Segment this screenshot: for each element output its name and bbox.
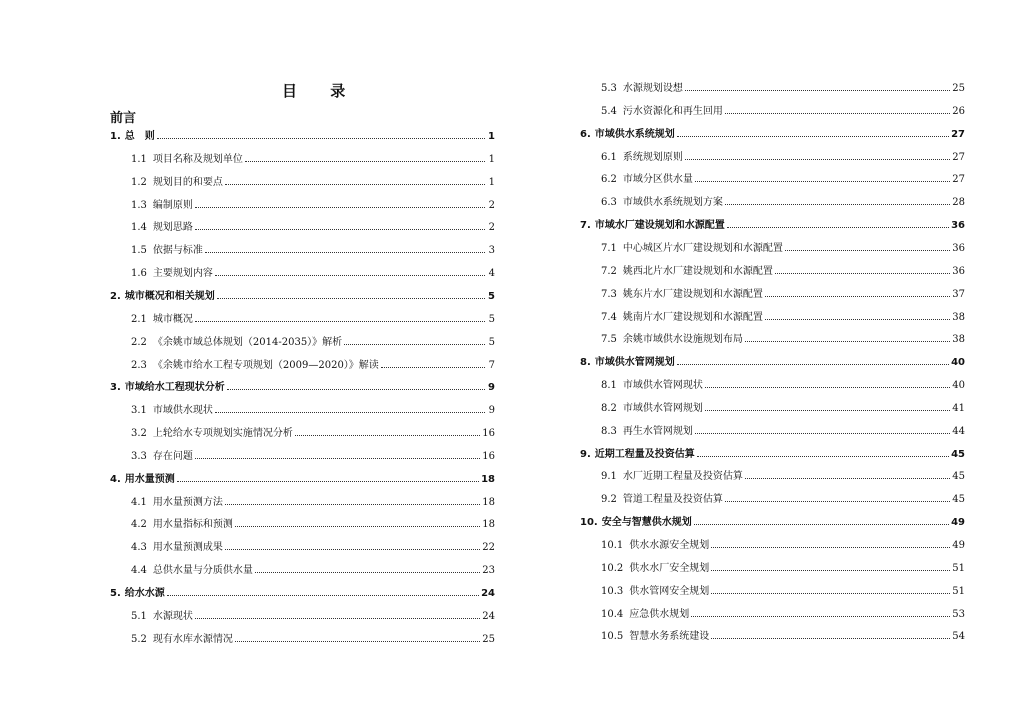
toc-entry-label: 城市概况和相关规划 (124, 290, 215, 302)
toc-page-number: 5 (488, 336, 495, 348)
toc-page-number: 9 (488, 382, 495, 394)
toc-section-entry[interactable] (601, 379, 965, 392)
toc-entry-label: 智慧水务系统建设 (629, 631, 710, 643)
toc-page-number: 2 (488, 199, 495, 211)
toc-section-entry[interactable] (601, 265, 965, 278)
toc-dot-leader (195, 618, 480, 619)
toc-page-number: 54 (952, 631, 965, 643)
toc-entry-number: 5.4 (601, 105, 617, 117)
toc-entry-number: 3.1 (131, 405, 147, 417)
toc-dot-leader (195, 207, 485, 208)
toc-entry-number: 10.4 (601, 608, 624, 620)
toc-entry-label: 中心城区片水厂建设规划和水源配置 (622, 242, 783, 254)
toc-page-number: 51 (952, 562, 965, 574)
toc-section-entry[interactable] (601, 151, 965, 164)
toc-dot-leader (381, 367, 485, 368)
toc-page-number: 36 (952, 242, 965, 254)
toc-entry-number: 7.4 (601, 311, 617, 323)
toc-page-number: 5 (488, 313, 495, 325)
toc-page-number: 23 (482, 565, 495, 577)
toc-page-number: 45 (952, 494, 965, 506)
toc-entry-number: 3. (110, 382, 121, 394)
toc-entry-label: 用水量指标和预测 (152, 519, 233, 531)
toc-page-number: 40 (951, 357, 965, 369)
toc-dot-leader (225, 549, 480, 550)
toc-entry-label: 市域供水管网规划 (594, 357, 675, 369)
toc-entry-label: 主要规划内容 (152, 268, 213, 280)
toc-entry-label: 用水量预测 (124, 473, 175, 485)
toc-section-entry[interactable] (131, 267, 495, 280)
toc-section-entry[interactable] (131, 153, 495, 166)
toc-section-entry[interactable] (601, 288, 965, 301)
toc-page-number: 18 (482, 519, 495, 531)
toc-entry-label: 项目名称及规划单位 (152, 153, 243, 165)
toc-title: 目 录 (282, 82, 360, 100)
toc-entry-number: 3.3 (131, 450, 147, 462)
toc-section-entry[interactable] (131, 427, 495, 440)
toc-entry-label: 管道工程量及投资估算 (622, 494, 723, 506)
toc-page-number: 45 (951, 448, 965, 460)
toc-chapter-entry[interactable] (580, 128, 965, 141)
toc-entry-label: 系统规划原则 (622, 151, 683, 163)
toc-entry-number: 7.3 (601, 288, 617, 300)
toc-page-number: 45 (952, 471, 965, 483)
toc-entry-number: 1. (110, 131, 121, 142)
toc-page-number: 25 (952, 83, 965, 94)
toc-dot-leader (711, 547, 950, 548)
toc-entry-label: 规划思路 (152, 222, 193, 234)
toc-section-entry[interactable] (601, 82, 965, 95)
toc-page-number: 4 (488, 268, 495, 280)
toc-entry-number: 5.2 (131, 633, 147, 645)
toc-dot-leader (765, 296, 950, 297)
toc-dot-leader (697, 456, 949, 457)
toc-page-number: 36 (952, 265, 965, 277)
toc-entry-label: 再生水管网规划 (622, 425, 693, 437)
toc-section-entry[interactable] (601, 311, 965, 324)
toc-section-entry[interactable] (131, 313, 495, 326)
toc-entry-number: 2.1 (131, 313, 147, 325)
toc-entry-label: 现有水库水源情况 (152, 633, 233, 645)
toc-dot-leader (725, 501, 950, 502)
toc-chapter-entry[interactable] (580, 448, 965, 461)
toc-dot-leader (195, 458, 480, 459)
toc-dot-leader (711, 593, 950, 594)
toc-page-number: 51 (952, 585, 965, 597)
toc-entry-number: 2.2 (131, 336, 147, 348)
toc-entry-number: 1.5 (131, 245, 147, 257)
toc-entry-label: 水源规划设想 (622, 83, 683, 94)
toc-chapter-entry[interactable] (110, 130, 495, 143)
toc-entry-number: 1.4 (131, 222, 147, 234)
toc-page-number: 16 (482, 450, 495, 462)
toc-dot-leader (167, 595, 479, 596)
toc-section-entry[interactable] (131, 610, 495, 623)
toc-dot-leader (711, 638, 950, 639)
toc-entry-number: 4. (110, 473, 121, 485)
toc-entry-label: 总 则 (124, 131, 155, 142)
toc-page-number: 1 (488, 131, 495, 142)
toc-page-number: 1 (488, 176, 495, 188)
toc-section-entry[interactable] (131, 450, 495, 463)
toc-section-entry[interactable] (601, 425, 965, 438)
toc-dot-leader (225, 184, 485, 185)
toc-entry-label: 供水水厂安全规划 (629, 562, 710, 574)
toc-chapter-entry[interactable] (580, 516, 965, 529)
toc-entry-label: 市域供水管网现状 (622, 380, 703, 392)
toc-entry-number: 4.4 (131, 565, 147, 577)
toc-section-entry[interactable] (601, 630, 965, 643)
toc-entry-label: 余姚市域供水设施规划布局 (622, 334, 743, 346)
toc-section-entry[interactable] (131, 359, 495, 372)
toc-entry-number: 8.3 (601, 425, 617, 437)
toc-section-entry[interactable] (131, 633, 495, 646)
toc-dot-leader (215, 275, 485, 276)
toc-entry-label: 市域给水工程现状分析 (124, 382, 225, 394)
toc-entry-number: 7.2 (601, 265, 617, 277)
toc-entry-number: 7.5 (601, 334, 617, 346)
toc-entry-label: 市域供水系统规划 (594, 128, 675, 140)
toc-dot-leader (677, 136, 949, 137)
toc-section-entry[interactable] (601, 470, 965, 483)
toc-chapter-entry[interactable] (110, 587, 495, 600)
toc-entry-label: 污水资源化和再生回用 (622, 105, 723, 117)
toc-page-number: 27 (951, 128, 965, 140)
toc-entry-label: 市域供水现状 (152, 405, 213, 417)
toc-dot-leader (695, 181, 950, 182)
toc-entry-number: 8. (580, 357, 591, 369)
toc-dot-leader (677, 364, 949, 365)
toc-chapter-entry[interactable] (110, 473, 495, 486)
toc-dot-leader (685, 90, 950, 91)
toc-page-number: 3 (488, 245, 495, 257)
toc-entry-number: 10.2 (601, 562, 624, 574)
toc-entry-label: 规划目的和要点 (152, 176, 223, 188)
toc-entry-number: 6.2 (601, 174, 617, 186)
toc-dot-leader (765, 319, 950, 320)
toc-chapter-entry[interactable] (110, 381, 495, 394)
toc-dot-leader (235, 526, 480, 527)
toc-section-entry[interactable] (131, 336, 495, 349)
toc-section-entry[interactable] (601, 562, 965, 575)
toc-page-number: 2 (488, 222, 495, 234)
toc-section-entry[interactable] (131, 199, 495, 212)
toc-entry-label: 用水量预测成果 (152, 542, 223, 554)
toc-dot-leader (775, 273, 950, 274)
toc-page-number: 40 (952, 380, 965, 392)
toc-page-number: 25 (482, 633, 495, 645)
toc-entry-number: 4.3 (131, 542, 147, 554)
toc-entry-number: 1.2 (131, 176, 147, 188)
toc-section-entry[interactable] (601, 242, 965, 255)
toc-entry-label: 市域供水系统规划方案 (622, 197, 723, 209)
toc-page-number: 41 (952, 402, 965, 414)
toc-dot-leader (685, 159, 950, 160)
toc-entry-label: 存在问题 (152, 450, 193, 462)
toc-entry-number: 5.3 (601, 83, 617, 94)
toc-section-entry[interactable] (601, 196, 965, 209)
toc-entry-label: 应急供水规划 (629, 608, 690, 620)
toc-page-number: 9 (488, 405, 495, 417)
toc-page-number: 38 (952, 334, 965, 346)
toc-entry-label: 供水管网安全规划 (629, 585, 710, 597)
toc-entry-label: 市域供水管网规划 (622, 402, 703, 414)
toc-section-entry[interactable] (131, 244, 495, 257)
toc-entry-number: 10.3 (601, 585, 624, 597)
toc-entry-number: 1.1 (131, 153, 147, 165)
toc-entry-label: 上轮给水专项规划实施情况分析 (152, 428, 293, 440)
toc-entry-number: 7.1 (601, 242, 617, 254)
toc-page-number: 1 (488, 153, 495, 165)
toc-dot-leader (711, 570, 950, 571)
toc-section-entry[interactable] (131, 496, 495, 509)
toc-entry-number: 7. (580, 220, 591, 232)
toc-page-number: 18 (482, 496, 495, 508)
toc-entry-number: 5. (110, 588, 121, 599)
toc-entry-number: 1.6 (131, 268, 147, 280)
toc-chapter-entry[interactable] (110, 290, 495, 303)
toc-section-entry[interactable] (131, 221, 495, 234)
toc-entry-number: 8.2 (601, 402, 617, 414)
toc-dot-leader (195, 229, 485, 230)
toc-page-number: 7 (488, 359, 495, 371)
toc-entry-number: 3.2 (131, 428, 147, 440)
toc-entry-label: 给水水源 (124, 588, 165, 599)
toc-page-number: 38 (952, 311, 965, 323)
toc-section-entry[interactable] (601, 105, 965, 118)
toc-page-number: 53 (952, 608, 965, 620)
toc-page-number: 28 (952, 197, 965, 209)
toc-entry-number: 2.3 (131, 359, 147, 371)
toc-dot-leader (157, 138, 485, 139)
toc-page-number: 37 (952, 288, 965, 300)
toc-entry-number: 10.5 (601, 631, 624, 643)
toc-page-number: 44 (952, 425, 965, 437)
toc-dot-leader (725, 204, 950, 205)
toc-preface-heading: 前言 (110, 111, 137, 126)
toc-entry-number: 6.1 (601, 151, 617, 163)
toc-section-entry[interactable] (131, 404, 495, 417)
toc-dot-leader (344, 344, 485, 345)
toc-entry-number: 9.1 (601, 471, 617, 483)
toc-entry-label: 姚南片水厂建设规划和水源配置 (622, 311, 763, 323)
toc-dot-leader (705, 387, 950, 388)
toc-entry-label: 编制原则 (152, 199, 193, 211)
toc-page-number: 22 (482, 542, 495, 554)
toc-section-entry[interactable] (601, 333, 965, 346)
toc-entry-number: 5.1 (131, 610, 147, 622)
toc-entry-label: 依据与标准 (152, 245, 203, 257)
toc-dot-leader (695, 433, 950, 434)
toc-page-number: 24 (482, 610, 495, 622)
toc-entry-label: 姚西北片水厂建设规划和水源配置 (622, 265, 773, 277)
toc-section-entry[interactable] (601, 402, 965, 415)
toc-chapter-entry[interactable] (580, 356, 965, 369)
toc-dot-leader (725, 113, 950, 114)
toc-section-entry[interactable] (601, 493, 965, 506)
toc-entry-number: 9. (580, 448, 591, 460)
toc-page-number: 36 (951, 220, 965, 232)
toc-entry-label: 安全与智慧供水规划 (601, 517, 692, 529)
toc-dot-leader (295, 435, 480, 436)
toc-section-entry[interactable] (601, 585, 965, 598)
toc-entry-number: 6. (580, 128, 591, 140)
toc-entry-number: 10. (580, 517, 598, 529)
toc-dot-leader (227, 389, 485, 390)
toc-entry-number: 2. (110, 290, 121, 302)
toc-dot-leader (745, 478, 950, 479)
toc-page-number: 16 (482, 428, 495, 440)
toc-dot-leader (705, 410, 950, 411)
toc-entry-label: 水源现状 (152, 610, 193, 622)
toc-dot-leader (745, 341, 950, 342)
toc-page-number: 49 (952, 540, 965, 551)
toc-page-number: 27 (952, 151, 965, 163)
toc-entry-label: 市域分区供水量 (622, 174, 693, 186)
toc-dot-leader (785, 250, 950, 251)
toc-page-number: 18 (481, 473, 495, 485)
toc-section-entry[interactable] (601, 539, 965, 552)
toc-section-entry[interactable] (131, 564, 495, 577)
toc-dot-leader (195, 321, 485, 322)
toc-entry-number: 6.3 (601, 197, 617, 209)
toc-entry-label: 《余姚市域总体规划（2014-2035）》解析 (152, 336, 343, 348)
toc-entry-label: 供水水源安全规划 (629, 540, 710, 551)
toc-page-number: 5 (488, 290, 495, 302)
toc-section-entry[interactable] (601, 173, 965, 186)
toc-dot-leader (235, 641, 480, 642)
toc-entry-label: 水厂近期工程量及投资估算 (622, 471, 743, 483)
toc-entry-number: 4.1 (131, 496, 147, 508)
toc-entry-label: 城市概况 (152, 313, 193, 325)
toc-entry-label: 姚东片水厂建设规划和水源配置 (622, 288, 763, 300)
toc-page-number: 24 (481, 588, 495, 599)
toc-dot-leader (727, 227, 949, 228)
toc-entry-label: 总供水量与分质供水量 (152, 565, 253, 577)
toc-entry-number: 4.2 (131, 519, 147, 531)
toc-entry-number: 8.1 (601, 380, 617, 392)
toc-dot-leader (215, 412, 485, 413)
toc-dot-leader (225, 504, 480, 505)
toc-dot-leader (177, 481, 479, 482)
toc-entry-number: 1.3 (131, 199, 147, 211)
toc-page-number: 27 (952, 174, 965, 186)
toc-entry-number: 10.1 (601, 540, 624, 551)
toc-section-entry[interactable] (131, 541, 495, 554)
toc-entry-label: 近期工程量及投资估算 (594, 448, 695, 460)
toc-chapter-entry[interactable] (580, 219, 965, 232)
toc-entry-number: 9.2 (601, 494, 617, 506)
toc-section-entry[interactable] (131, 176, 495, 189)
toc-entry-label: 市域水厂建设规划和水源配置 (594, 220, 725, 232)
toc-dot-leader (694, 524, 949, 525)
toc-dot-leader (217, 298, 485, 299)
toc-entry-label: 用水量预测方法 (152, 496, 223, 508)
toc-dot-leader (691, 616, 950, 617)
toc-dot-leader (245, 161, 485, 162)
toc-dot-leader (255, 572, 480, 573)
toc-page-number: 26 (952, 105, 965, 117)
toc-entry-label: 《余姚市给水工程专项规划（2009—2020）》解读 (152, 359, 379, 371)
toc-page-number: 49 (951, 517, 965, 529)
toc-section-entry[interactable] (131, 518, 495, 531)
toc-dot-leader (205, 252, 485, 253)
toc-section-entry[interactable] (601, 608, 965, 621)
